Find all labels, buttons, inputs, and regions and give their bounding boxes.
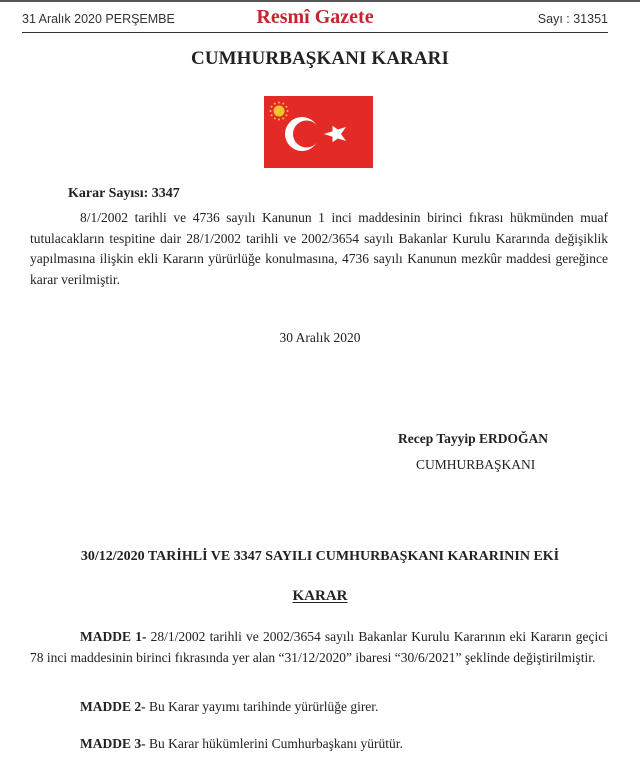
issue-date: 31 Aralık 2020 PERŞEMBE	[22, 12, 175, 26]
publication-title: Resmî Gazete	[256, 6, 374, 28]
annex-heading	[0, 588, 640, 605]
article-2-text: Bu Karar yayımı tarihinde yürürlüğe girer.	[145, 699, 379, 714]
article-3-text: Bu Karar hükümlerini Cumhurbaşkanı yürütür.	[145, 736, 403, 751]
document-title: CUMHURBAŞKANI KARARI	[191, 48, 449, 69]
decision-date	[0, 330, 640, 346]
article-1-text: 28/1/2002 tarihli ve 2002/3654 sayılı Bakanlar Kurulu Kararının eki Kararın geçici 78 inci maddesinin birinci fıkrasında yer alan “31/12/2020” ibaresi “30/6/2021” şeklinde değiştirilmiştir.	[30, 629, 608, 665]
signatory-name: Recep Tayyip ERDOĞAN	[398, 431, 549, 446]
article-3-label: MADDE 3-	[80, 736, 146, 751]
decision-number: Karar Sayısı: 3347	[68, 186, 180, 201]
article-2-label: MADDE 2-	[80, 699, 146, 714]
gazette-header	[22, 6, 608, 33]
preamble-paragraph: 8/1/2002 tarihli ve 4736 sayılı Kanunun 1 inci maddesinin birinci fıkrası hükmünden muaf tutulacakların tespitine dair 28/1/2002 tarihli ve 2002/3654 sayılı Bakanlar Kurulu Kararında değişiklik yapılmasına ilişkin ekli Kararın yürürlüğe konulmasına, 4736 sayılı Kanunun mezkûr maddesi gereğince karar verilmiştir.	[30, 210, 608, 287]
article-3	[80, 736, 403, 752]
annex-title: 30/12/2020 TARİHLİ VE 3347 SAYILI CUMHURBAŞKANI KARARININ EKİ	[80, 549, 560, 564]
article-1	[30, 627, 608, 668]
issue-number: Sayı : 31351	[537, 12, 608, 26]
signatory-title: CUMHURBAŞKANI	[416, 457, 536, 472]
article-2	[80, 699, 378, 715]
article-1-label: MADDE 1-	[80, 629, 147, 644]
decision-date-text: 30 Aralık 2020	[279, 330, 361, 345]
annex-heading-text: KARAR	[292, 588, 348, 604]
presidential-flag-icon	[264, 96, 373, 168]
